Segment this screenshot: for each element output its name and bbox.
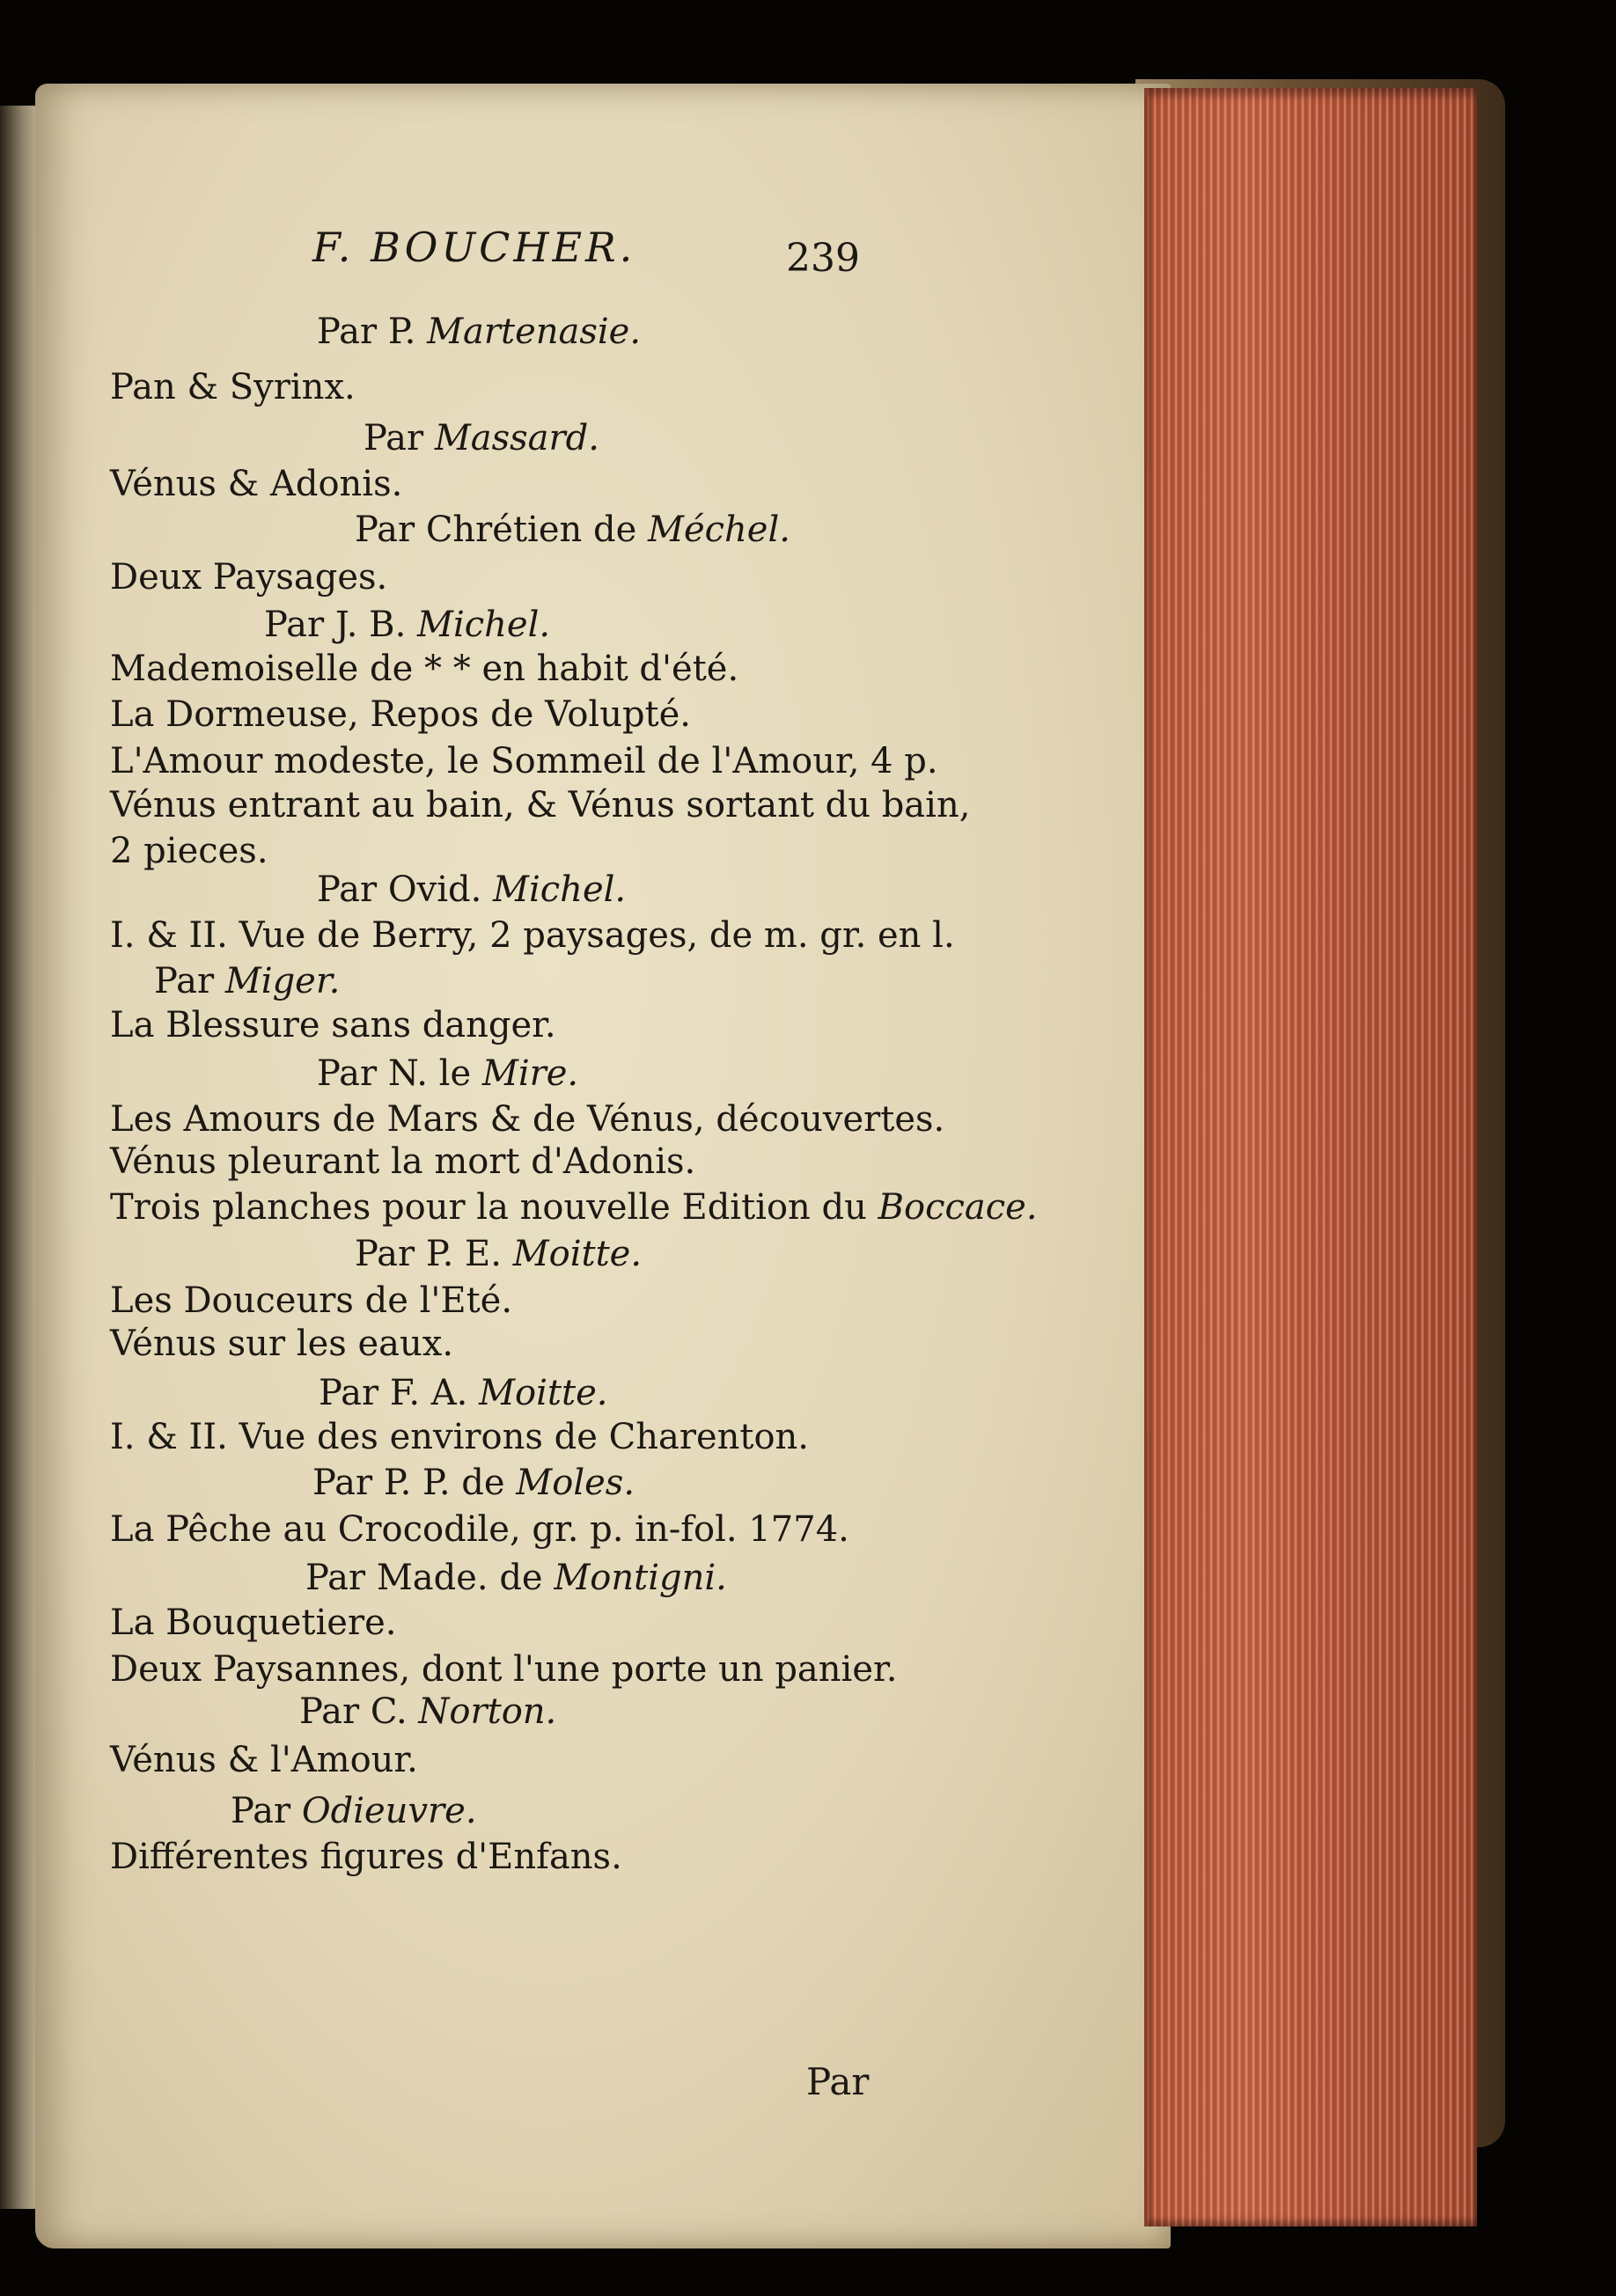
entry-line: Deux Paysages. [110, 557, 388, 598]
entry-line: Pan & Syrinx. [110, 367, 356, 407]
entry-line: I. & II. Vue des environs de Charenton. [110, 1417, 810, 1457]
catchword: Par [806, 2060, 870, 2103]
engraver-heading: Par P. P. de Moles. [312, 1463, 635, 1503]
engraver-heading: Par Odieuvre. [231, 1791, 477, 1831]
engraver-heading: Par N. le Mire. [317, 1053, 579, 1094]
entry-line: Deux Paysannes, dont l'une porte un panier. [110, 1649, 898, 1690]
entry-line: Mademoiselle de * * en habit d'été. [110, 649, 739, 689]
engraver-heading: Par Ovid. Michel. [317, 869, 627, 910]
entry-line: Vénus pleurant la mort d'Adonis. [110, 1141, 696, 1182]
engraver-heading: Par P. E. Moitte. [355, 1234, 643, 1274]
entry-line: La Pêche au Crocodile, gr. p. in-fol. 1774. [110, 1509, 849, 1550]
engraver-heading: Par J. B. Michel. [264, 605, 551, 645]
entry-line: Trois planches pour la nouvelle Edition du Boccace. [110, 1187, 1038, 1228]
entry-line: I. & II. Vue de Berry, 2 paysages, de m. gr. en l. [110, 915, 955, 956]
entry-line: Différentes figures d'Enfans. [110, 1837, 622, 1877]
engraver-heading: Par Made. de Montigni. [305, 1558, 727, 1598]
entry-line: L'Amour modeste, le Sommeil de l'Amour, 4 p. [110, 741, 938, 781]
entry-line: La Dormeuse, Repos de Volupté. [110, 694, 692, 735]
entry-line: Vénus & Adonis. [110, 464, 403, 504]
entry-line: Vénus entrant au bain, & Vénus sortant du bain, [110, 785, 971, 825]
running-title: F. BOUCHER. [312, 224, 636, 271]
entry-line: La Blessure sans danger. [110, 1005, 556, 1045]
entry-line: Les Douceurs de l'Eté. [110, 1280, 513, 1321]
engraver-heading: Par F. A. Moitte. [319, 1373, 608, 1413]
engraver-heading: Par Miger. [154, 961, 341, 1001]
entry-line: 2 pieces. [110, 831, 268, 871]
red-fore-edge [1144, 88, 1477, 2226]
entry-line: Les Amours de Mars & de Vénus, découvertes. [110, 1099, 945, 1140]
engraver-heading: Par Chrétien de Méchel. [355, 510, 790, 550]
engraver-heading: Par P. Martenasie. [317, 312, 642, 352]
entry-line: La Bouquetiere. [110, 1603, 397, 1643]
entry-line: Vénus & l'Amour. [110, 1740, 418, 1780]
page-number: 239 [786, 236, 860, 281]
engraver-heading: Par Massard. [364, 418, 599, 458]
engraver-heading: Par C. Norton. [299, 1691, 557, 1732]
entry-line: Vénus sur les eaux. [110, 1324, 454, 1364]
